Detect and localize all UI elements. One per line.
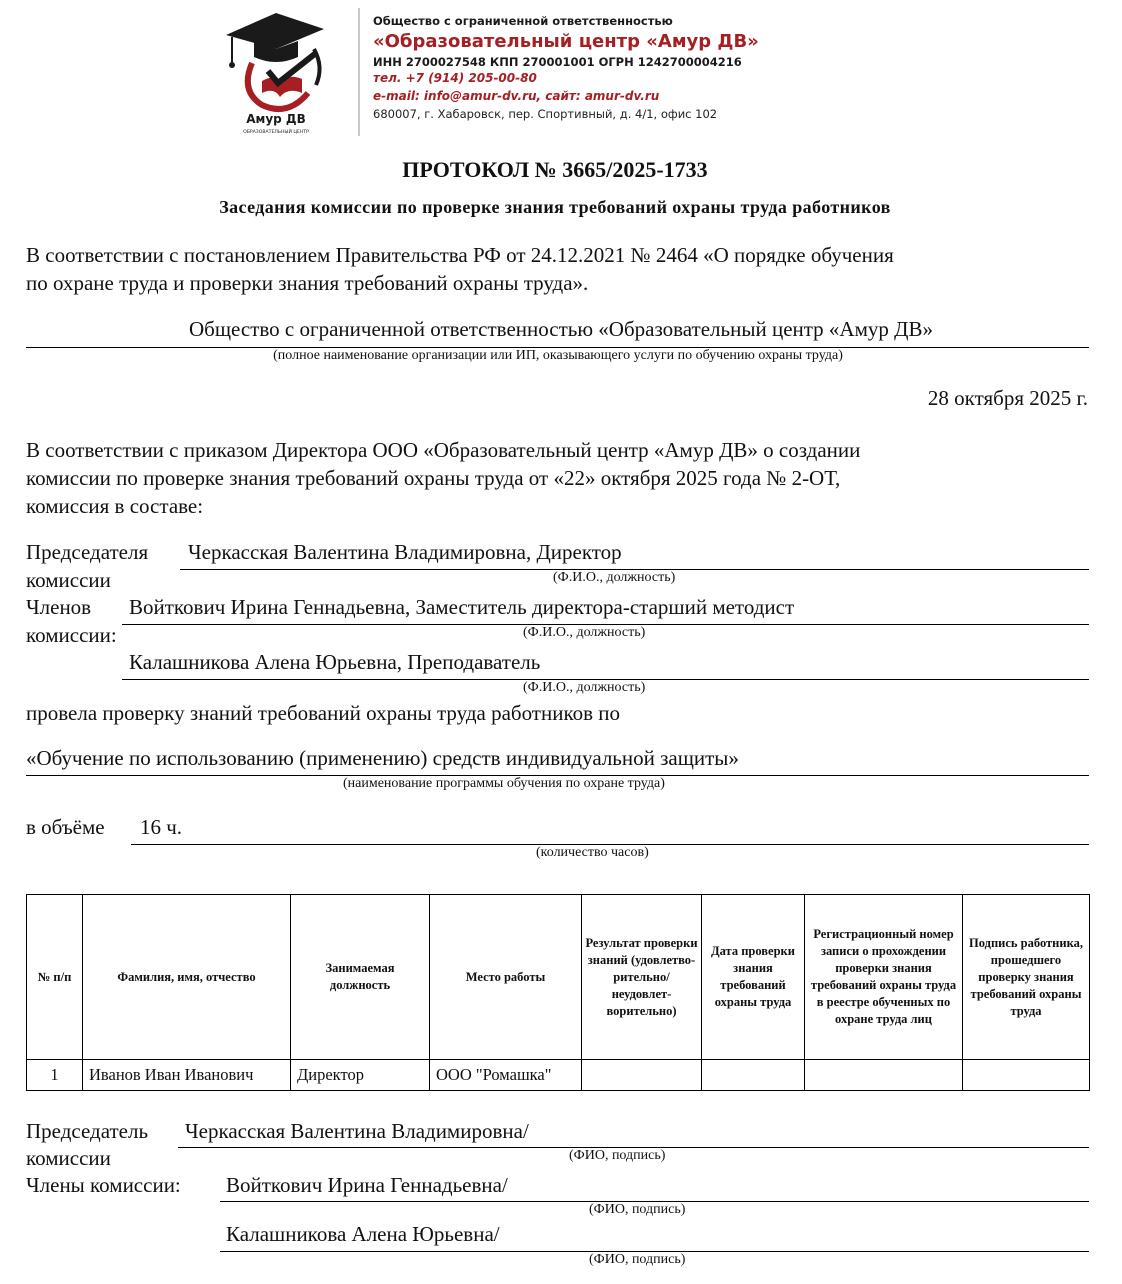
header-result: Результат проверки знаний (удовлетво-рительно/ неудовлет-ворительно)	[582, 895, 702, 1060]
header-workplace: Место работы	[430, 895, 582, 1060]
order-line-1: В соответствии с приказом Директора ООО «Образовательный центр «Амур ДВ» о создании	[26, 438, 861, 462]
protocol-date: 28 октября 2025 г.	[927, 386, 1088, 410]
program-name: «Обучение по использованию (применению) средств индивидуальной защиты»	[26, 746, 739, 770]
sign-chair-label-1: Председатель	[26, 1119, 149, 1143]
header-divider	[358, 8, 360, 136]
logo-text: Амур ДВ	[246, 112, 306, 126]
org-type: Общество с ограниченной ответственностью	[373, 14, 673, 28]
protocol-title: ПРОТОКОЛ № 3665/2025-1733	[402, 157, 708, 182]
cell-position: Директор	[291, 1060, 430, 1091]
sign-chair-label-2: комиссии	[26, 1146, 111, 1170]
org-email-site: e-mail: info@amur-dv.ru, сайт: amur-dv.ru	[373, 89, 660, 103]
cell-workplace: ООО "Ромашка"	[430, 1060, 582, 1091]
header-signature: Подпись работника, прошедшего проверку знания требований охраны труда	[963, 895, 1090, 1060]
chair-caption: (Ф.И.О., должность)	[553, 570, 676, 585]
cell-signature	[963, 1060, 1090, 1091]
member-2-name: Калашникова Алена Юрьевна, Преподаватель	[129, 650, 541, 674]
sign-member-1-caption: (ФИО, подпись)	[589, 1202, 686, 1217]
chair-name: Черкасская Валентина Владимировна, Директор	[188, 540, 622, 564]
members-label-2: комиссии:	[26, 623, 117, 647]
header-check-date: Дата проверки знания требований охраны труда	[702, 895, 805, 1060]
logo-subtext: ОБРАЗОВАТЕЛЬНЫЙ ЦЕНТР	[243, 130, 309, 135]
program-caption: (наименование программы обучения по охране труда)	[343, 776, 665, 791]
order-line-3: комиссия в составе:	[26, 494, 204, 518]
program-lead: провела проверку знаний требований охраны труда работников по	[26, 701, 620, 725]
sign-members-label: Члены комиссии:	[26, 1173, 181, 1197]
cell-registry-number	[805, 1060, 963, 1091]
sign-chair-name: Черкасская Валентина Владимировна/	[185, 1119, 529, 1143]
cell-full-name: Иванов Иван Иванович	[83, 1060, 291, 1091]
member-1-caption: (Ф.И.О., должность)	[523, 625, 646, 640]
members-label-1: Членов	[26, 595, 92, 619]
sign-member-2-caption: (ФИО, подпись)	[589, 1252, 686, 1267]
header-registry-number: Регистрационный номер записи о прохождении проверки знания требований охраны труда в реестре обученных по охране труда лиц	[805, 895, 963, 1060]
org-name: «Образовательный центр «Амур ДВ»	[373, 31, 759, 52]
header-position: Занимаемая должность	[291, 895, 430, 1060]
org-address: 680007, г. Хабаровск, пер. Спортивный, д. 4/1, офис 102	[373, 107, 718, 121]
cell-result	[582, 1060, 702, 1091]
cell-number: 1	[27, 1060, 83, 1091]
organization-caption: (полное наименование организации или ИП, оказывающего услуги по обучению охраны труда)	[273, 348, 843, 363]
member-1-name: Войткович Ирина Геннадьевна, Заместитель директора-старший методист	[129, 595, 795, 619]
table-row	[27, 1060, 1090, 1091]
intro-line-1: В соответствии с постановлением Правительства РФ от 24.12.2021 № 2464 «О порядке обучения	[26, 243, 894, 267]
volume-label: в объёме	[26, 815, 105, 839]
intro-line-2: по охране труда и проверки знания требований охраны труда».	[26, 271, 589, 295]
sign-chair-caption: (ФИО, подпись)	[569, 1148, 666, 1163]
cell-check-date	[702, 1060, 805, 1091]
sign-member-2-name: Калашникова Алена Юрьевна/	[226, 1222, 500, 1246]
results-table	[26, 894, 1090, 1091]
company-logo	[218, 5, 338, 137]
chair-label-2: комиссии	[26, 568, 111, 592]
member-2-caption: (Ф.И.О., должность)	[523, 680, 646, 695]
order-line-2: комиссии по проверке знания требований охраны труда от «22» октября 2025 года № 2-ОТ,	[26, 466, 841, 490]
header-number: № п/п	[27, 895, 83, 1060]
org-phone: тел. +7 (914) 205-00-80	[373, 71, 537, 85]
volume-value: 16 ч.	[140, 815, 183, 839]
chair-label-1: Председателя	[26, 540, 149, 564]
volume-caption: (количество часов)	[536, 845, 649, 860]
organization-name: Общество с ограниченной ответственностью «Образовательный центр «Амур ДВ»	[189, 317, 933, 341]
header-full-name: Фамилия, имя, отчество	[83, 895, 291, 1060]
table-header-row	[27, 895, 1090, 1060]
protocol-subtitle: Заседания комиссии по проверке знания требований охраны труда работников	[219, 197, 891, 217]
org-requisites: ИНН 2700027548 КПП 270001001 ОГРН 1242700004216	[373, 55, 742, 69]
sign-member-1-name: Войткович Ирина Геннадьевна/	[226, 1173, 508, 1197]
